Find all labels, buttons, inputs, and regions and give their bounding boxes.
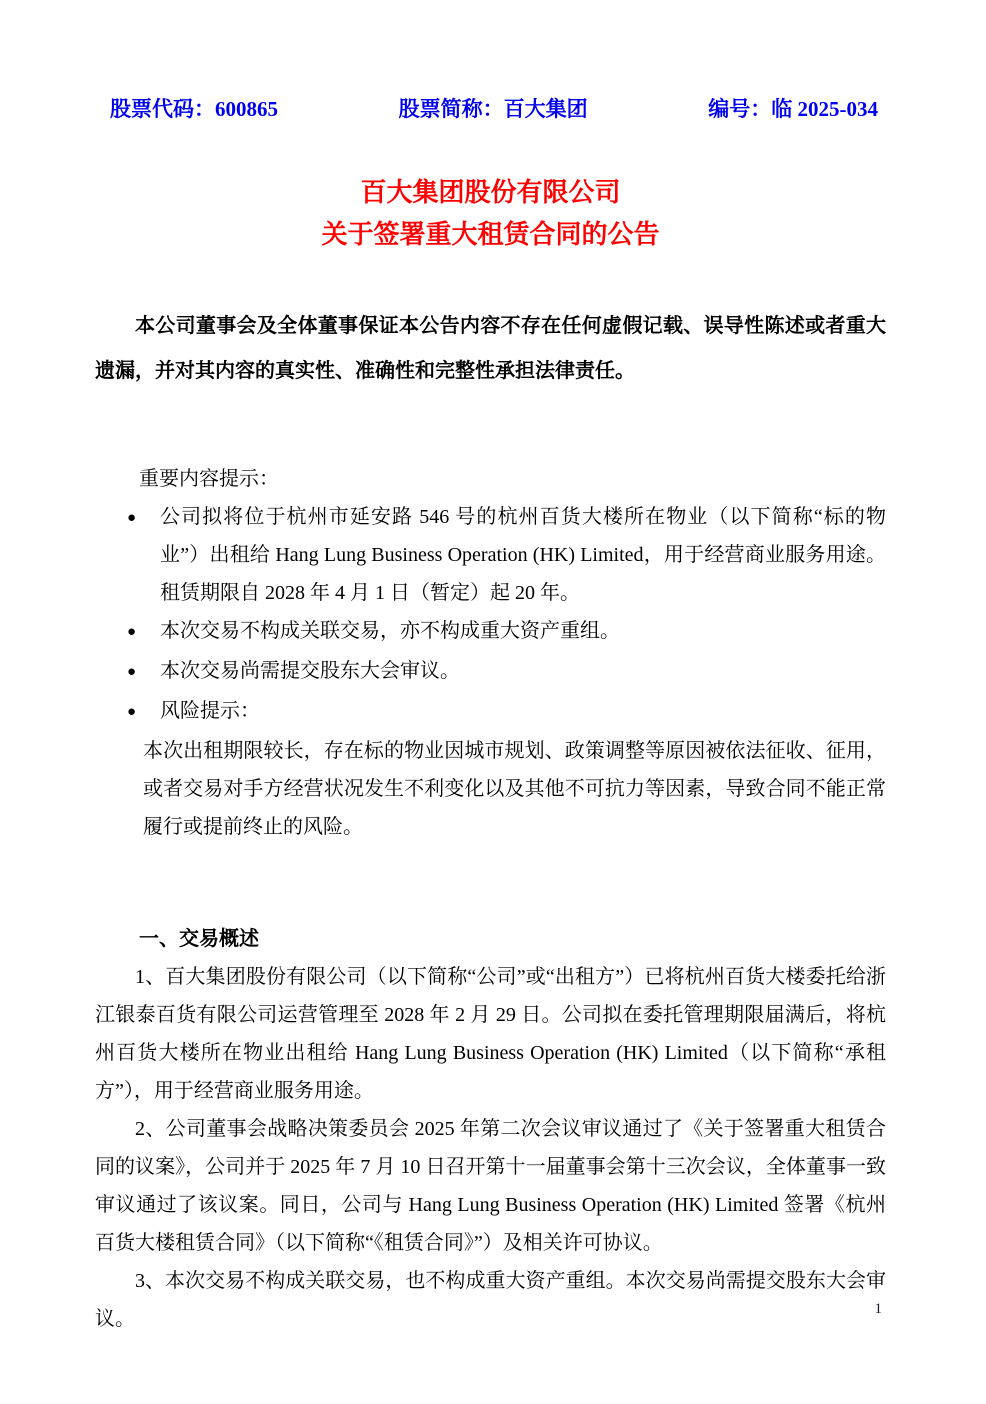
document-title-line1: 百大集团股份有限公司 <box>360 178 621 207</box>
board-disclaimer: 本公司董事会及全体董事保证本公告内容不存在任何虚假记载、误导性陈述或者重大遗漏，并对其内容的真实性、准确性和完整性承担法律责任。 <box>95 315 886 382</box>
important-hints-list <box>95 498 886 732</box>
bullet-text: 风险提示： <box>160 700 260 722</box>
list-item <box>95 498 886 612</box>
stock-code-label: 股票代码：600865 <box>110 97 278 121</box>
section-heading-transaction-overview: 一、交易概述 <box>139 928 259 950</box>
bullet-text: 本次交易不构成关联交易，亦不构成重大资产重组。 <box>160 620 620 642</box>
list-item <box>95 652 886 692</box>
paragraph: 2、公司董事会战略决策委员会 2025 年第二次会议审议通过了《关于签署重大租赁合同的议案》，公司并于 2025 年 7 月 10 日召开第十一届董事会第十三次会议，全体董事一致审议通过了该议案。同日，公司与 Hang Lung Business Operation (HK) Limited 签署《杭州百货大楼租赁合同》（以下简称“《租赁合同》”）及相关许可协议。 <box>95 1118 886 1254</box>
bullet-icon: ● <box>127 510 137 526</box>
important-hints-heading: 重要内容提示： <box>139 468 279 490</box>
paragraph: 3、本次交易不构成关联交易，也不构成重大资产重组。本次交易尚需提交股东大会审议。 <box>95 1270 886 1330</box>
stock-name-label: 股票简称：百大集团 <box>398 97 588 121</box>
bullet-text: 公司拟将位于杭州市延安路 546 号的杭州百货大楼所在物业（以下简称“标的物业”）出租给 Hang Lung Business Operation (HK) Limited，用于经营商业服务用途。租赁期限自 2028 年 4 月 1 日（暂定）起 20 年。 <box>160 506 886 604</box>
list-item <box>95 692 886 732</box>
bullet-text: 本次交易尚需提交股东大会审议。 <box>160 660 460 682</box>
document-title-line2: 关于签署重大租赁合同的公告 <box>321 220 660 249</box>
document-header <box>95 96 886 122</box>
list-item <box>95 612 886 652</box>
doc-number-label: 编号：临 2025-034 <box>708 97 878 121</box>
document-title <box>95 172 886 256</box>
bullet-icon: ● <box>127 704 137 720</box>
page-number: 1 <box>874 1301 882 1317</box>
paragraph: 1、百大集团股份有限公司（以下简称“公司”或“出租方”）已将杭州百货大楼委托给浙江银泰百货有限公司运营管理至 2028 年 2 月 29 日。公司拟在委托管理期限届满后，将杭州百货大楼所在物业出租给 Hang Lung Business Operation (HK) Limited（以下简称“承租方”），用于经营商业服务用途。 <box>95 966 886 1102</box>
bullet-icon: ● <box>127 624 137 640</box>
bullet-icon: ● <box>127 664 137 680</box>
risk-detail-paragraph: 本次出租期限较长，存在标的物业因城市规划、政策调整等原因被依法征收、征用，或者交易对手方经营状况发生不利变化以及其他不可抗力等因素，导致合同不能正常履行或提前终止的风险。 <box>143 740 886 838</box>
